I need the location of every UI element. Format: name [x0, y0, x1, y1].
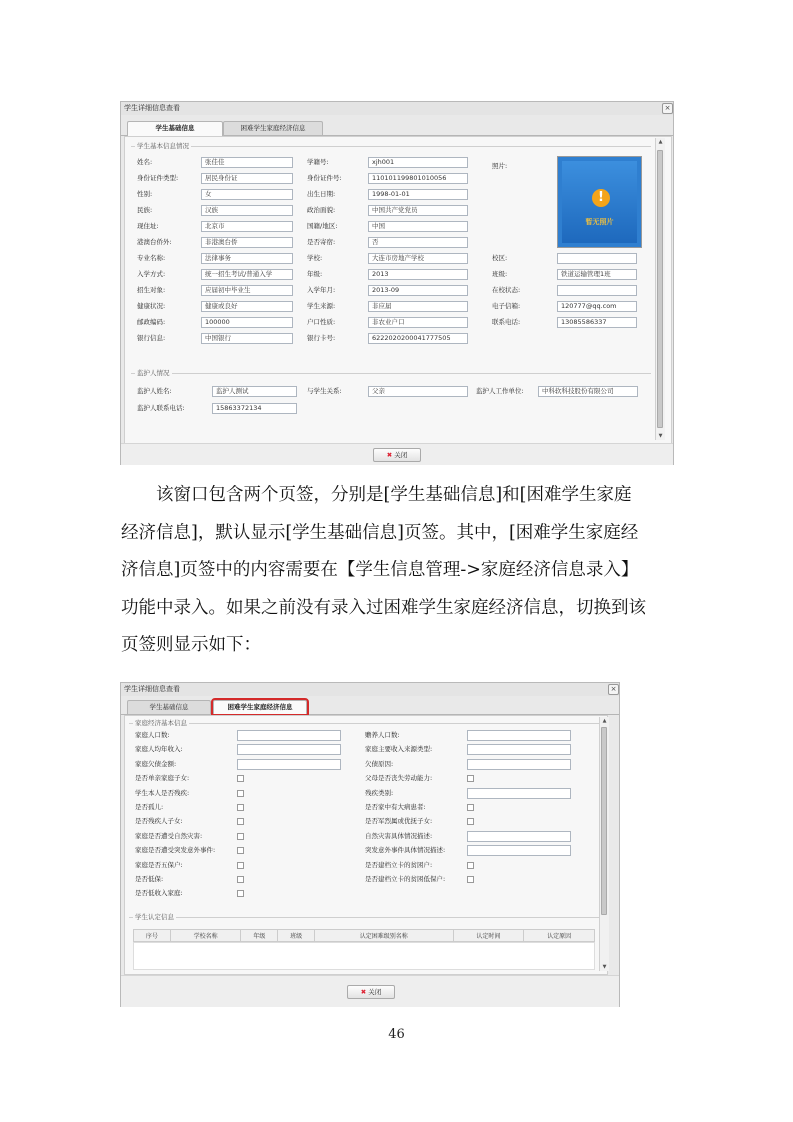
field-label: 户口性质: — [307, 318, 336, 326]
field-label: 班级: — [492, 270, 508, 278]
close-button[interactable] — [373, 448, 421, 462]
field-label: 是否孤儿: — [135, 803, 164, 811]
scroll-up-icon[interactable]: ▲ — [658, 139, 663, 145]
field-label: 父母是否丧失劳动能力: — [365, 774, 433, 783]
field-label: 现住址: — [137, 222, 159, 230]
field-label: 学生本人是否残疾: — [135, 788, 190, 797]
field-label: 家庭是否五保户: — [135, 860, 183, 869]
field-label: 家庭是否遭受突发意外事件: — [135, 846, 216, 855]
field-value[interactable]: 6222020200041777505 — [368, 333, 468, 344]
table-body — [133, 942, 595, 970]
field-input[interactable] — [237, 744, 341, 755]
scroll-down-icon[interactable]: ▼ — [658, 433, 663, 439]
para-line: 经济信息]，默认显示[学生基础信息]页签。其中，[困难学生家庭经 — [121, 522, 639, 543]
field-label: 国籍/地区: — [307, 222, 338, 230]
field-input[interactable] — [467, 759, 571, 770]
field-label: 年级: — [307, 270, 323, 278]
section-guardian-legend: 监护人情况 — [137, 369, 170, 377]
scroll-thumb[interactable] — [601, 727, 607, 915]
window-title: 学生详细信息查看 — [121, 102, 673, 115]
field-checkbox[interactable] — [237, 804, 244, 811]
field-value[interactable]: 北京市 — [201, 221, 293, 232]
field-label: 是否残疾人子女: — [135, 817, 183, 826]
field-checkbox[interactable] — [237, 890, 244, 897]
tab-bar — [121, 119, 673, 136]
field-value[interactable]: 中国银行 — [201, 333, 293, 344]
field-label: 姓名: — [137, 158, 153, 166]
field-value[interactable]: 非应届 — [368, 301, 468, 312]
field-checkbox[interactable] — [467, 775, 474, 782]
para-line: 功能中录入。如果之前没有录入过困难学生家庭经济信息，切换到该 — [121, 597, 646, 618]
footer-bar — [121, 443, 673, 465]
section-recognition-legend: 学生认定信息 — [135, 913, 174, 921]
tab-family-economy[interactable]: 困难学生家庭经济信息 — [223, 121, 323, 135]
guardian-phone-field[interactable]: 15863372134 — [212, 403, 297, 414]
no-photo-text: 暂无照片 — [585, 218, 614, 226]
tab-basic-info[interactable]: 学生基础信息 — [127, 121, 223, 136]
para-line: 济信息]页签中的内容需要在【学生信息管理->家庭经济信息录入】 — [121, 560, 639, 580]
tab-family-economy[interactable]: 困难学生家庭经济信息 — [213, 700, 307, 714]
close-button-label: 关闭 — [394, 451, 408, 459]
table-header-cell[interactable]: 认定时间 — [453, 930, 524, 942]
field-label: 是否单亲家庭子女: — [135, 774, 190, 783]
field-label: 邮政编码: — [137, 318, 166, 326]
field-label: 是否军烈属或优抚子女: — [365, 817, 433, 826]
field-checkbox[interactable] — [237, 876, 244, 883]
field-label: 学校: — [307, 254, 323, 262]
field-value[interactable]: 应届初中毕业生 — [201, 285, 293, 296]
scrollbar[interactable] — [655, 138, 665, 440]
guardian-work-field[interactable]: 中科软科技股份有限公司 — [538, 386, 638, 397]
content-panel — [124, 715, 608, 975]
field-label: 家庭是否遭受自然灾害: — [135, 831, 203, 840]
field-label: 是否低保: — [135, 875, 164, 883]
field-value[interactable]: 女 — [201, 189, 293, 200]
field-checkbox[interactable] — [237, 790, 244, 797]
footer-bar — [121, 975, 619, 1007]
field-value[interactable]: 统一招生考试/普通入学 — [201, 269, 293, 280]
table-header-cell[interactable]: 认定困难级别名称 — [315, 930, 454, 942]
field-value[interactable]: 否 — [368, 237, 468, 248]
close-button-label: 关闭 — [368, 988, 382, 996]
field-label: 性别: — [137, 190, 153, 198]
field-label: 联系电话: — [492, 318, 521, 326]
field-label: 政治面貌: — [307, 206, 336, 214]
field-input[interactable] — [467, 845, 571, 856]
field-label: 电子信箱: — [492, 302, 521, 310]
close-x-icon: ✖ — [360, 988, 367, 996]
close-button[interactable] — [347, 985, 395, 999]
field-value[interactable]: 法律事务 — [201, 253, 293, 264]
field-value[interactable]: 居民身份证 — [201, 173, 293, 184]
field-value[interactable]: 汉族 — [201, 205, 293, 216]
field-input[interactable] — [237, 759, 341, 770]
fieldset-border — [129, 917, 601, 918]
field-label: 学籍号: — [307, 158, 329, 166]
field-value[interactable] — [557, 285, 637, 296]
field-label: 入学方式: — [137, 270, 166, 278]
relation-label: 与学生关系: — [307, 387, 342, 395]
field-label: 银行信息: — [137, 334, 166, 342]
fieldset-border — [131, 146, 651, 147]
field-value[interactable]: 120777@qq.com — [557, 301, 637, 312]
field-label: 在校状态: — [492, 286, 521, 294]
tab-bar — [121, 698, 619, 715]
field-label: 入学年月: — [307, 286, 336, 294]
guardian-name-field[interactable]: 监护人测试 — [212, 386, 297, 397]
body-paragraph — [121, 477, 675, 665]
field-label: 银行卡号: — [307, 334, 336, 342]
field-value[interactable]: 中国 — [368, 221, 468, 232]
field-checkbox[interactable] — [237, 775, 244, 782]
field-value[interactable]: xjh001 — [368, 157, 468, 168]
scroll-down-icon[interactable]: ▼ — [602, 964, 607, 970]
window-title: 学生详细信息查看 — [121, 683, 619, 696]
field-checkbox[interactable] — [237, 818, 244, 825]
field-label: 家庭欠债金额: — [135, 759, 177, 768]
field-label: 残疾类别: — [365, 788, 394, 797]
field-value[interactable]: 非农业户口 — [368, 317, 468, 328]
field-label: 家庭主要收入来源类型: — [365, 745, 433, 754]
field-label: 招生对象: — [137, 286, 166, 294]
field-value[interactable]: 110101199801010056 — [368, 173, 468, 184]
field-label: 突发意外事件具体情况描述: — [365, 846, 446, 855]
table-header-row — [134, 930, 595, 942]
field-label: 赡养人口数: — [365, 731, 400, 739]
student-detail-window — [120, 101, 674, 465]
field-checkbox[interactable] — [237, 847, 244, 854]
warning-icon: ! — [592, 189, 610, 207]
scroll-up-icon[interactable]: ▲ — [602, 718, 607, 724]
field-value[interactable]: 2013 — [368, 269, 468, 280]
field-checkbox[interactable] — [467, 804, 474, 811]
guardian-name-label: 监护人姓名: — [137, 387, 172, 395]
photo-label: 照片: — [492, 162, 508, 170]
page-number: 46 — [388, 1027, 405, 1042]
content-panel — [124, 136, 672, 444]
table-header-cell[interactable]: 年级 — [241, 930, 278, 942]
field-value[interactable]: 中国共产党党员 — [368, 205, 468, 216]
field-value[interactable]: 大连市房地产学校 — [368, 253, 468, 264]
guardian-phone-label: 监护人联系电话: — [137, 404, 185, 412]
para-line: 该窗口包含两个页签，分别是[学生基础信息]和[困难学生家庭 — [156, 485, 632, 505]
table-header-cell[interactable]: 序号 — [134, 930, 171, 942]
photo-inner — [562, 161, 637, 243]
field-label: 身份证件号: — [307, 174, 342, 182]
field-label: 港澳台侨外: — [137, 238, 172, 246]
field-checkbox[interactable] — [237, 862, 244, 869]
para-line: 页签则显示如下： — [121, 635, 261, 655]
field-value[interactable]: 2013-09 — [368, 285, 468, 296]
scrollbar[interactable] — [599, 717, 609, 971]
field-value[interactable]: 张佳佳 — [201, 157, 293, 168]
relation-field[interactable]: 父亲 — [368, 386, 468, 397]
fieldset-border — [131, 373, 651, 374]
field-label: 出生日期: — [307, 190, 336, 198]
field-input[interactable] — [237, 730, 341, 741]
field-input[interactable] — [467, 788, 571, 799]
field-label: 校区: — [492, 254, 508, 262]
field-checkbox[interactable] — [237, 833, 244, 840]
field-label: 是否建档立卡的贫困户: — [365, 860, 433, 869]
table-header-cell[interactable]: 班级 — [278, 930, 315, 942]
field-value[interactable]: 100000 — [201, 317, 293, 328]
section-family-legend: 家庭经济基本信息 — [135, 719, 187, 727]
recognition-table — [133, 929, 595, 942]
close-x-icon: ✖ — [386, 451, 393, 459]
guardian-work-label: 监护人工作单位: — [476, 387, 524, 395]
field-input[interactable] — [467, 744, 571, 755]
table-header-cell[interactable]: 认定原因 — [524, 930, 595, 942]
field-label: 家庭人口数: — [135, 731, 170, 739]
field-label: 民族: — [137, 206, 153, 214]
table-header-cell[interactable]: 学校名称 — [170, 930, 241, 942]
field-label: 身份证件类型: — [137, 174, 179, 182]
close-icon[interactable]: × — [608, 684, 619, 695]
field-value[interactable]: 铁道运输管理1班 — [557, 269, 637, 280]
field-label: 是否低收入家庭: — [135, 889, 183, 898]
field-label: 专业名称: — [137, 254, 166, 262]
section-basic-legend: 学生基本信息情况 — [137, 142, 189, 150]
close-icon[interactable]: × — [662, 103, 673, 114]
field-value[interactable]: 健康或良好 — [201, 301, 293, 312]
field-checkbox[interactable] — [467, 862, 474, 869]
field-value[interactable]: 1998-01-01 — [368, 189, 468, 200]
field-label: 健康状况: — [137, 302, 166, 310]
field-value[interactable]: 非港澳台侨 — [201, 237, 293, 248]
field-label: 学生来源: — [307, 302, 336, 310]
field-checkbox[interactable] — [467, 818, 474, 825]
field-label: 是否寄宿: — [307, 238, 336, 246]
field-input[interactable] — [467, 831, 571, 842]
student-detail-window-family — [120, 682, 620, 1007]
field-label: 家庭人均年收入: — [135, 745, 183, 754]
field-checkbox[interactable] — [467, 876, 474, 883]
field-label: 是否家中有大病患者: — [365, 803, 426, 811]
fieldset-border — [129, 723, 601, 724]
field-label: 是否建档立卡的贫困低保户: — [365, 875, 446, 883]
field-input[interactable] — [467, 730, 571, 741]
field-label: 欠债原因: — [365, 759, 394, 768]
field-label: 自然灾害具体情况描述: — [365, 831, 433, 840]
scroll-thumb[interactable] — [657, 150, 663, 428]
field-value[interactable]: 13085586337 — [557, 317, 637, 328]
photo-box — [557, 156, 642, 248]
field-value[interactable] — [557, 253, 637, 264]
tab-basic-info[interactable]: 学生基础信息 — [127, 700, 211, 714]
